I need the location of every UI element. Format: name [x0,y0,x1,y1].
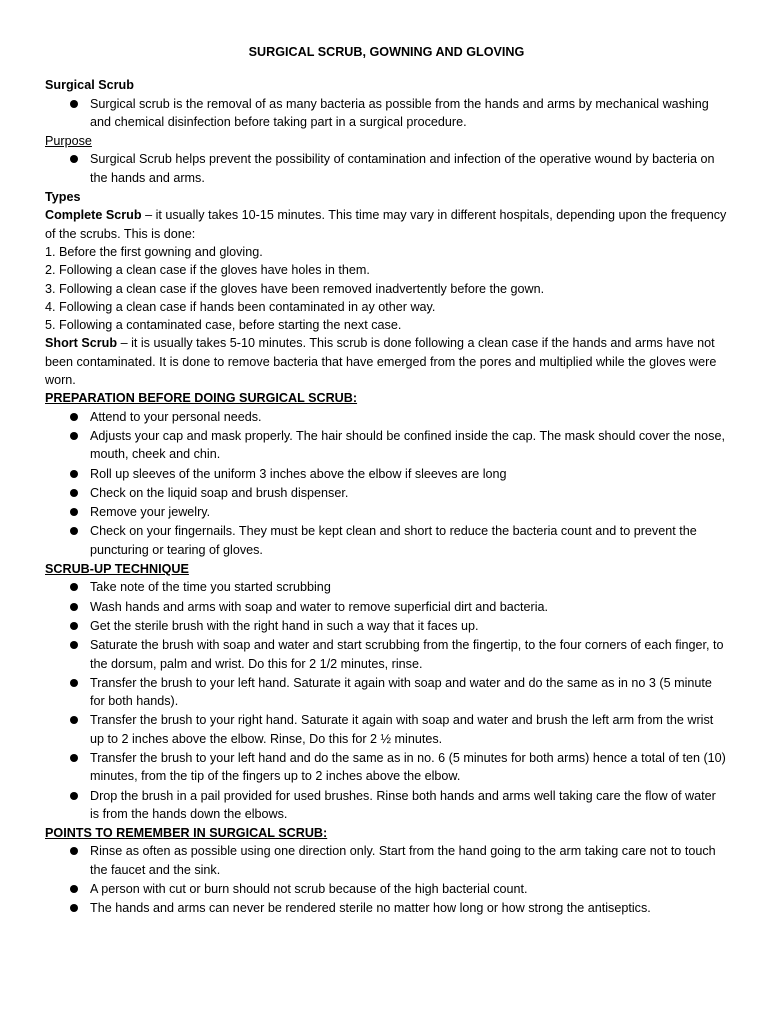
bullet-icon [70,792,78,800]
technique-list [45,578,728,823]
bullet-icon [70,489,78,497]
list-item: Wash hands and arms with soap and water to remove superficial dirt and bacteria. [45,598,728,616]
bullet-icon [70,432,78,440]
list-item: Drop the brush in a pail provided for used brushes. Rinse both hands and arms well taking care the flow of water is from the hands down the elbows. [45,787,728,824]
bullet-icon [70,155,78,163]
list-item: Transfer the brush to your left hand and do the same as in no. 6 (5 minutes for both arms) hence a total of ten (10) minutes, from the tip of the fingers up to 2 inches above the elbow. [45,749,728,786]
list-item: Remove your jewelry. [45,503,728,521]
surgical-scrub-heading: Surgical Scrub [45,78,134,93]
list-item: A person with cut or burn should not scrub because of the high bacterial count. [45,880,728,898]
list-item: The hands and arms can never be rendered sterile no matter how long or how strong the antiseptics. [45,899,728,917]
complete-step: 1. Before the first gowning and gloving. [45,244,263,259]
list-item: Rinse as often as possible using one direction only. Start from the hand going to the arm taking care not to touch the faucet and the sink. [45,842,728,879]
purpose-list [45,150,728,187]
complete-scrub-paragraph: Complete Scrub – it usually takes 10-15 minutes. This time may vary in different hospitals, depending upon the frequency of the scrubs. This is done: [45,208,727,241]
complete-step: 5. Following a contaminated case, before starting the next case. [45,318,402,333]
complete-scrub-label: Complete Scrub [45,208,142,223]
types-heading: Types [45,190,81,205]
points-list [45,842,728,917]
list-item: Transfer the brush to your left hand. Saturate it again with soap and water and do the same as in no 3 (5 minute for both hands). [45,674,728,711]
short-scrub-label: Short Scrub [45,336,118,351]
list-item: Attend to your personal needs. [45,408,728,426]
bullet-icon [70,100,78,108]
list-item: Surgical Scrub helps prevent the possibility of contamination and infection of the operative wound by bacteria on the hands and arms. [45,150,728,187]
bullet-icon [70,622,78,630]
list-item: Check on your fingernails. They must be kept clean and short to reduce the bacteria count and to prevent the puncturing or tearing of gloves. [45,522,728,559]
technique-heading: SCRUB-UP TECHNIQUE [45,562,189,577]
short-scrub-paragraph: Short Scrub – it is usually takes 5-10 minutes. This scrub is done following a clean case if the hands and arms have not been contaminated. It is done to remove bacteria that have emerged from the pores and multiplied while the gloves were worn. [45,336,717,388]
list-item: Transfer the brush to your right hand. Saturate it again with soap and water and brush the left arm from the wrist up to 2 inches above the elbow. Rinse, Do this for 2 ½ minutes. [45,711,728,748]
bullet-icon [70,413,78,421]
bullet-icon [70,508,78,516]
purpose-heading: Purpose [45,134,92,149]
points-heading: POINTS TO REMEMBER IN SURGICAL SCRUB: [45,826,328,841]
list-item: Get the sterile brush with the right hand in such a way that it faces up. [45,617,728,635]
list-item: Adjusts your cap and mask properly. The hair should be confined inside the cap. The mask should cover the nose, mouth, cheek and chin. [45,427,728,464]
bullet-icon [70,603,78,611]
definition-list [45,95,728,132]
complete-step: 2. Following a clean case if the gloves have holes in them. [45,263,370,278]
list-item: Roll up sleeves of the uniform 3 inches above the elbow if sleeves are long [45,465,728,483]
bullet-icon [70,847,78,855]
bullet-icon [70,527,78,535]
bullet-icon [70,641,78,649]
document-title: SURGICAL SCRUB, GOWNING AND GLOVING [248,45,525,59]
complete-step: 4. Following a clean case if hands been contaminated in ay other way. [45,299,436,314]
preparation-heading: PREPARATION BEFORE DOING SURGICAL SCRUB: [45,391,358,406]
list-item: Check on the liquid soap and brush dispenser. [45,484,728,502]
bullet-icon [70,583,78,591]
list-item: Saturate the brush with soap and water and start scrubbing from the fingertip, to the four corners of each finger, to the dorsum, palm and wrist. Do this for 2 1/2 minutes, rinse. [45,636,728,673]
bullet-icon [70,679,78,687]
bullet-icon [70,904,78,912]
list-item: Take note of the time you started scrubbing [45,578,728,596]
bullet-icon [70,885,78,893]
bullet-icon [70,716,78,724]
bullet-icon [70,754,78,762]
complete-step: 3. Following a clean case if the gloves have been removed inadvertently before the gown. [45,281,545,296]
bullet-icon [70,470,78,478]
preparation-list [45,408,728,559]
list-item: Surgical scrub is the removal of as many bacteria as possible from the hands and arms by mechanical washing and chemical disinfection before taking part in a surgical procedure. [45,95,728,132]
